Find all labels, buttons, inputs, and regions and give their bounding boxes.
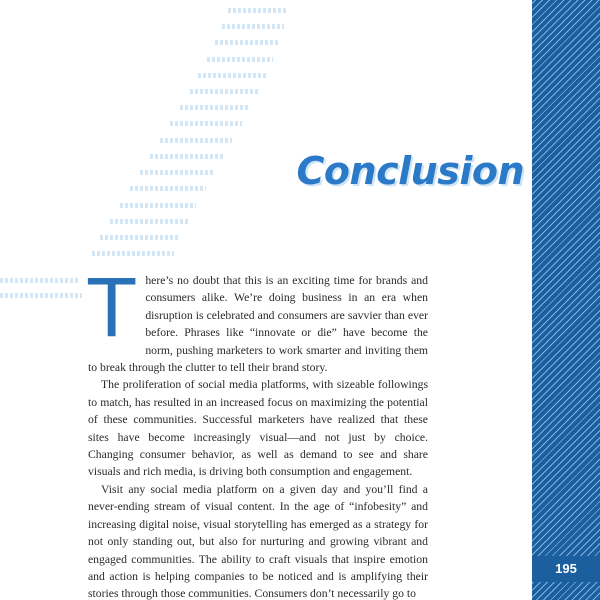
- page-number: 195: [532, 556, 600, 582]
- trail-dash: [0, 278, 78, 283]
- article-body: [86, 260, 428, 600]
- paragraph-1-text: here’s no doubt that this is an exciting time for brands and consumers alike. We’re doing business in an era when disruption is celebrated and consumers are savvier than ever before. Phrases like “innovate or die” have become the norm, pushing marketers to work smarter and inviting them to break through the clutter to tell their brand story.: [88, 274, 428, 375]
- paragraph-1: [86, 260, 428, 376]
- trail-dash: [207, 57, 273, 62]
- trail-dash: [130, 186, 206, 191]
- trail-dash: [120, 203, 196, 208]
- trail-dash: [222, 24, 284, 29]
- trail-dash: [140, 170, 214, 175]
- trail-dash: [92, 251, 174, 256]
- trail-dash: [198, 73, 266, 78]
- paragraph-3: Visit any social media platform on a given day and you’ll find a never-ending stream of visual content. In the age of “infobesity” and increasing digital noise, visual storytelling has emerged as a strategy for not only standing out, but also for nurturing and growing vibrant and engaged communities. The ability to craft visuals that inspire emotion and action is helping companies to be noticed and is amplifying their stories through those communities. Consumers don’t necessarily go to: [88, 482, 428, 600]
- trail-dash: [190, 89, 258, 94]
- drop-cap: T: [86, 260, 138, 354]
- trail-dash: [180, 105, 250, 110]
- striped-side-band: [532, 0, 600, 600]
- trail-dash: [110, 219, 188, 224]
- trail-dash: [150, 154, 224, 159]
- trail-dash: [0, 293, 82, 298]
- paragraph-2: The proliferation of social media platforms, with sizeable followings to match, has resulted in an increased focus on maximizing the potential of these communities. Successful marketers have realized that these sites have become increasingly visual—and not just by choice. Changing consumer behavior, as well as demand to see and share visuals and rich media, is driving both consumption and engagement.: [88, 378, 428, 479]
- trail-dash: [170, 121, 242, 126]
- trail-dash: [160, 138, 232, 143]
- chapter-title: Conclusion: [296, 149, 524, 194]
- trail-dash: [100, 235, 180, 240]
- trail-dash: [228, 8, 288, 13]
- trail-dash: [215, 40, 279, 45]
